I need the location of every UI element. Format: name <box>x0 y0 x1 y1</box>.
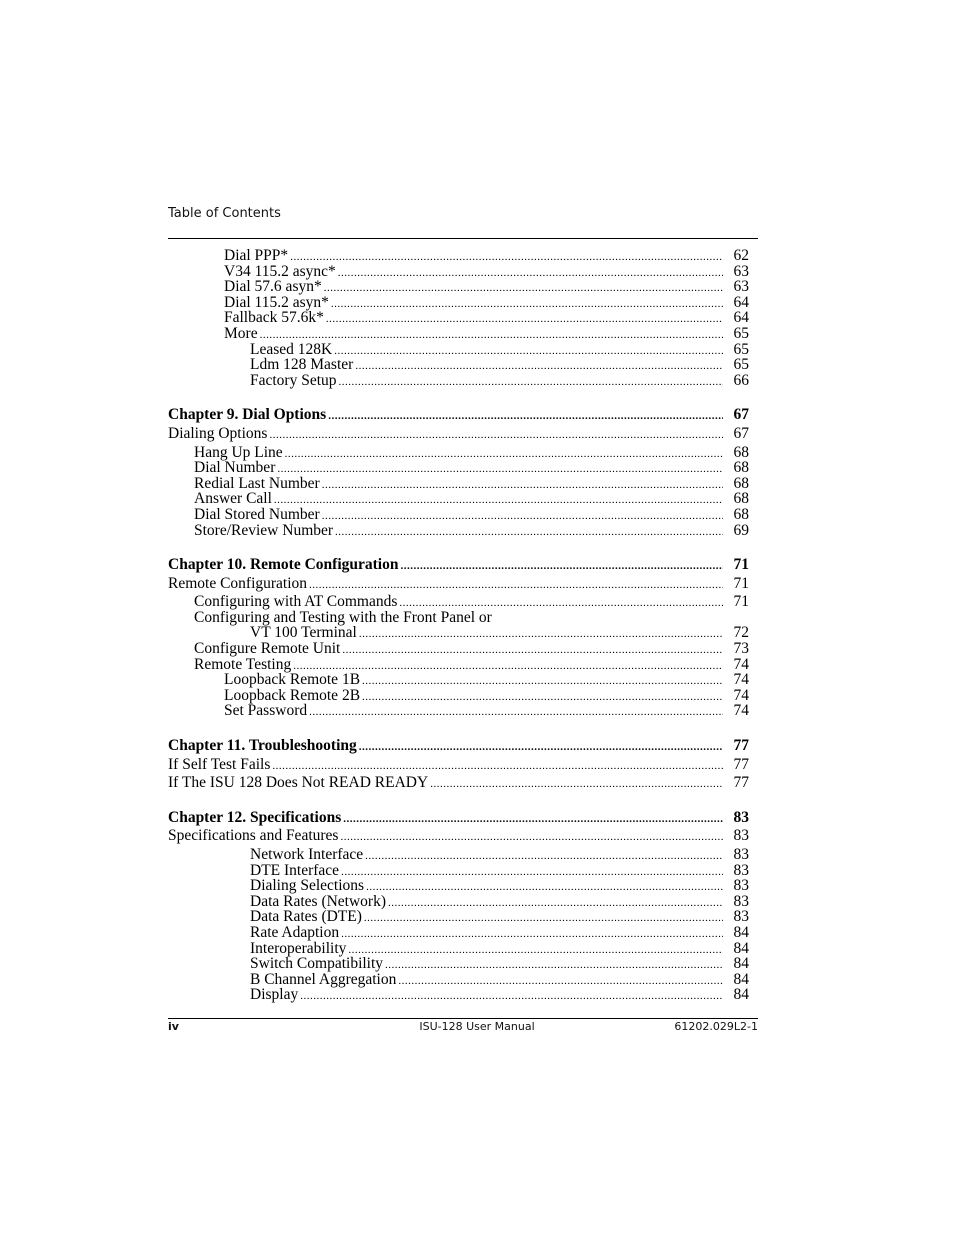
toc-entry-page: 74 <box>733 671 749 689</box>
dot-leader <box>309 705 723 721</box>
toc-entry-label: Remote Configuration <box>168 574 308 592</box>
toc-entry[interactable] <box>168 460 749 476</box>
toc-entry-label: Set Password <box>224 702 308 720</box>
dot-leader <box>328 409 723 425</box>
toc-entry-page: 84 <box>733 986 749 1004</box>
dot-leader <box>334 344 723 360</box>
toc-entry-label: More <box>224 324 258 342</box>
toc-entry-page: 84 <box>733 970 749 988</box>
toc-entry-page: 74 <box>733 702 749 720</box>
running-header: Table of Contents <box>168 206 281 221</box>
toc-entry-page: 71 <box>733 574 749 592</box>
toc-entry-label: Dial 115.2 asyn* <box>224 293 329 311</box>
toc-chapter-page: 71 <box>733 556 749 574</box>
toc-entry[interactable] <box>168 625 749 641</box>
toc-entry-label: Configuring with AT Commands <box>194 593 398 611</box>
footer-rule <box>168 1018 758 1019</box>
toc-entry-label: Dialing Options <box>168 424 268 442</box>
toc-entry-label: If Self Test Fails <box>168 755 271 773</box>
dot-leader <box>343 812 723 828</box>
dot-leader <box>339 375 723 391</box>
toc-entry-label: Fallback 57.6k* <box>224 309 324 327</box>
toc-entry[interactable] <box>168 657 749 673</box>
dot-leader <box>335 525 723 541</box>
toc-entry-label: Redial Last Number <box>194 474 320 492</box>
toc-entry-page: 77 <box>733 755 749 773</box>
toc-entry-page: 83 <box>733 846 749 863</box>
toc-entry[interactable] <box>168 426 749 442</box>
toc-entry-page: 65 <box>733 324 749 342</box>
toc-entry-page: 83 <box>733 861 749 879</box>
toc-entry[interactable] <box>168 925 749 941</box>
toc-entry-page: 83 <box>733 877 749 895</box>
toc-entry[interactable] <box>168 248 749 264</box>
toc-entry-label: Remote Testing <box>194 655 292 673</box>
dot-leader <box>355 359 723 375</box>
toc-entry-page: 72 <box>733 624 749 642</box>
dot-leader <box>326 312 723 328</box>
dot-leader <box>269 428 723 444</box>
toc-entry-page: 63 <box>733 278 749 296</box>
dot-leader <box>324 281 723 297</box>
toc-entry[interactable] <box>168 757 749 773</box>
toc-entry-label: Interoperability <box>250 939 347 957</box>
dot-leader <box>364 911 723 927</box>
dot-leader <box>400 559 723 575</box>
toc-entry-page: 84 <box>733 955 749 973</box>
toc-entry-label: Dialing Selections <box>250 877 365 895</box>
toc-entry-label: Configuring and Testing with the Front Panel or <box>194 608 492 626</box>
table-of-contents <box>168 248 749 1003</box>
toc-entry-label: Dial 57.6 asyn* <box>224 278 322 296</box>
footer-doc-number: 61202.029L2-1 <box>674 1020 758 1033</box>
toc-entry[interactable] <box>168 373 749 389</box>
toc-entry-label: Dial Stored Number <box>194 505 320 523</box>
toc-entry-page: 68 <box>733 459 749 477</box>
toc-chapter[interactable] <box>168 407 749 423</box>
toc-entry-label: Specifications and Features <box>168 827 339 845</box>
toc-entry[interactable] <box>168 295 749 311</box>
toc-entry-label: Display <box>250 986 299 1004</box>
toc-chapter-page: 77 <box>733 737 749 755</box>
dot-leader <box>348 943 723 959</box>
footer-manual-title: ISU-128 User Manual <box>419 1020 535 1033</box>
dot-leader <box>331 297 723 313</box>
toc-entry[interactable] <box>168 894 749 910</box>
toc-chapter[interactable] <box>168 557 749 573</box>
toc-entry-label: Network Interface <box>250 846 364 863</box>
toc-entry-page: 68 <box>733 490 749 508</box>
toc-entry[interactable] <box>168 641 749 657</box>
toc-entry[interactable] <box>168 828 749 844</box>
toc-entry[interactable] <box>168 878 749 894</box>
toc-entry[interactable] <box>168 987 749 1003</box>
toc-entry[interactable] <box>168 523 749 539</box>
toc-entry-page: 83 <box>733 908 749 926</box>
dot-leader <box>362 690 723 706</box>
toc-chapter-page: 67 <box>733 406 749 424</box>
dot-leader <box>285 447 723 463</box>
dot-leader <box>430 777 723 793</box>
toc-entry-continued[interactable] <box>168 610 749 626</box>
toc-entry-label: Dial Number <box>194 459 276 477</box>
toc-entry-page: 77 <box>733 774 749 792</box>
dot-leader <box>272 759 723 775</box>
toc-entry-page: 63 <box>733 262 749 280</box>
dot-leader <box>366 880 723 896</box>
toc-entry-label: Ldm 128 Master <box>250 356 354 374</box>
toc-entry-page: 69 <box>733 521 749 539</box>
dot-leader <box>362 674 723 690</box>
toc-entry-label: Loopback Remote 2B <box>224 686 361 704</box>
toc-entry[interactable] <box>168 941 749 957</box>
toc-entry-label: Switch Compatibility <box>250 955 384 973</box>
toc-entry-page: 65 <box>733 356 749 374</box>
toc-entry-page: 84 <box>733 939 749 957</box>
toc-entry-page: 84 <box>733 923 749 941</box>
dot-leader <box>385 958 723 974</box>
toc-entry-label: Factory Setup <box>250 371 337 389</box>
toc-entry[interactable] <box>168 972 749 988</box>
toc-entry[interactable] <box>168 491 749 507</box>
toc-entry-label: Configure Remote Unit <box>194 640 341 658</box>
toc-entry-page: 62 <box>733 247 749 264</box>
toc-entry-label: If The ISU 128 Does Not READ READY <box>168 774 429 792</box>
toc-entry-label: Dial PPP* <box>224 247 289 264</box>
toc-entry-page: 64 <box>733 293 749 311</box>
toc-entry-label: Hang Up Line <box>194 443 283 461</box>
toc-entry[interactable] <box>168 594 749 610</box>
toc-chapter-label: Chapter 11. Troubleshooting <box>168 737 357 755</box>
dot-leader <box>274 493 723 509</box>
dot-leader <box>338 266 723 282</box>
toc-entry[interactable] <box>168 576 749 592</box>
toc-entry[interactable] <box>168 847 749 863</box>
toc-entry-page: 67 <box>733 424 749 442</box>
toc-entry-page: 66 <box>733 371 749 389</box>
toc-entry-label: Rate Adaption <box>250 923 340 941</box>
toc-entry[interactable] <box>168 507 749 523</box>
toc-entry-label: Answer Call <box>194 490 272 508</box>
dot-leader <box>365 849 723 865</box>
toc-chapter-label: Chapter 10. Remote Configuration <box>168 556 399 574</box>
toc-entry[interactable] <box>168 357 749 373</box>
toc-entry[interactable] <box>168 956 749 972</box>
toc-entry-label: Leased 128K <box>250 340 333 358</box>
toc-entry[interactable] <box>168 326 749 342</box>
dot-leader <box>342 643 723 659</box>
dot-leader <box>322 509 723 525</box>
footer-page-number: iv <box>168 1020 179 1033</box>
toc-entry-label: V34 115.2 async* <box>224 262 336 280</box>
toc-entry-label: Data Rates (Network) <box>250 892 387 910</box>
dot-leader <box>341 865 723 881</box>
dot-leader <box>290 250 723 266</box>
toc-entry[interactable] <box>168 775 749 791</box>
toc-entry-label: DTE Interface <box>250 861 340 879</box>
toc-entry-page: 74 <box>733 655 749 673</box>
toc-entry[interactable] <box>168 310 749 326</box>
dot-leader <box>340 830 723 846</box>
dot-leader <box>309 578 723 594</box>
toc-entry-page: 68 <box>733 443 749 461</box>
toc-entry-page: 83 <box>733 827 749 845</box>
dot-leader <box>388 896 723 912</box>
toc-entry-label: VT 100 Terminal <box>250 624 357 642</box>
dot-leader <box>277 462 723 478</box>
toc-entry-page: 68 <box>733 474 749 492</box>
dot-leader <box>398 974 723 990</box>
toc-chapter[interactable] <box>168 810 749 826</box>
toc-entry[interactable] <box>168 688 749 704</box>
dot-leader <box>322 478 723 494</box>
toc-chapter-label: Chapter 9. Dial Options <box>168 406 327 424</box>
toc-chapter-label: Chapter 12. Specifications <box>168 808 342 826</box>
toc-entry[interactable] <box>168 445 749 461</box>
toc-entry[interactable] <box>168 264 749 280</box>
toc-entry[interactable] <box>168 476 749 492</box>
toc-entry[interactable] <box>168 703 749 719</box>
toc-entry-label: Loopback Remote 1B <box>224 671 361 689</box>
toc-entry-label: Store/Review Number <box>194 521 334 539</box>
toc-chapter-page: 83 <box>733 808 749 826</box>
toc-entry[interactable] <box>168 279 749 295</box>
dot-leader <box>341 927 723 943</box>
toc-entry[interactable] <box>168 342 749 358</box>
toc-entry[interactable] <box>168 863 749 879</box>
header-rule <box>168 238 758 239</box>
toc-entry-page: 71 <box>733 593 749 611</box>
toc-entry-label: B Channel Aggregation <box>250 970 397 988</box>
toc-entry-label: Data Rates (DTE) <box>250 908 362 926</box>
toc-chapter[interactable] <box>168 738 749 754</box>
toc-entry-page: 83 <box>733 892 749 910</box>
dot-leader <box>300 989 723 1005</box>
dot-leader <box>359 627 723 643</box>
toc-entry-page: 73 <box>733 640 749 658</box>
dot-leader <box>359 740 723 756</box>
toc-entry[interactable] <box>168 672 749 688</box>
toc-entry[interactable] <box>168 909 749 925</box>
toc-entry-page: 68 <box>733 505 749 523</box>
toc-entry-page: 64 <box>733 309 749 327</box>
toc-entry-page: 65 <box>733 340 749 358</box>
toc-entry-page: 74 <box>733 686 749 704</box>
